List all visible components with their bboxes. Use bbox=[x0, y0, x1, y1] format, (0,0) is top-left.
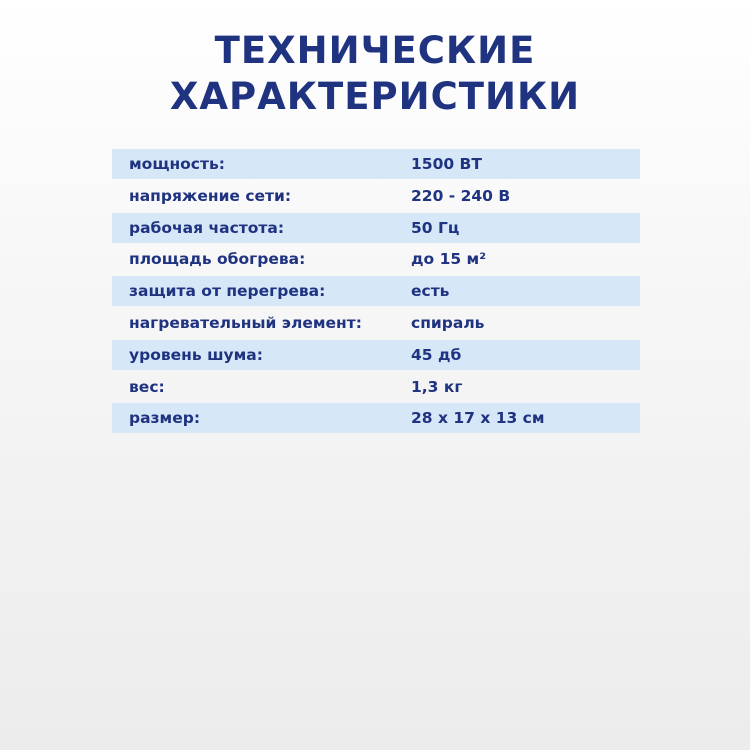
title-line-1: ТЕХНИЧЕСКИЕ bbox=[214, 29, 536, 72]
spec-value: 45 дб bbox=[411, 345, 462, 364]
spec-row-heating-area bbox=[112, 244, 640, 274]
spec-value: есть bbox=[411, 282, 450, 301]
spec-row-voltage bbox=[112, 181, 640, 211]
page-title bbox=[0, 28, 750, 120]
spec-value: 28 х 17 х 13 см bbox=[411, 409, 545, 428]
spec-row-overheat-protection bbox=[112, 276, 640, 306]
spec-row-noise-level bbox=[112, 340, 640, 370]
spec-table bbox=[112, 149, 640, 435]
spec-row-power bbox=[112, 149, 640, 179]
spec-value: до 15 м² bbox=[411, 250, 486, 269]
spec-value: 1,3 кг bbox=[411, 377, 463, 396]
spec-label: размер: bbox=[129, 409, 201, 428]
spec-label: уровень шума: bbox=[129, 345, 263, 364]
title-line-2: ХАРАКТЕРИСТИКИ bbox=[169, 75, 581, 118]
spec-row-weight bbox=[112, 372, 640, 402]
spec-row-size bbox=[112, 403, 640, 433]
spec-row-frequency bbox=[112, 213, 640, 243]
spec-label: напряжение сети: bbox=[129, 186, 292, 205]
spec-label: мощность: bbox=[129, 155, 225, 173]
spec-label: рабочая частота: bbox=[129, 218, 285, 237]
spec-label: защита от перегрева: bbox=[129, 282, 326, 301]
spec-value: 50 Гц bbox=[411, 218, 460, 237]
spec-row-heating-element bbox=[112, 308, 640, 338]
spec-label: площадь обогрева: bbox=[129, 250, 306, 269]
spec-label: вес: bbox=[129, 377, 165, 396]
spec-value: спираль bbox=[411, 313, 485, 332]
spec-value: 220 - 240 В bbox=[411, 186, 511, 205]
spec-label: нагревательный элемент: bbox=[129, 313, 362, 332]
spec-value: 1500 ВТ bbox=[411, 155, 482, 173]
